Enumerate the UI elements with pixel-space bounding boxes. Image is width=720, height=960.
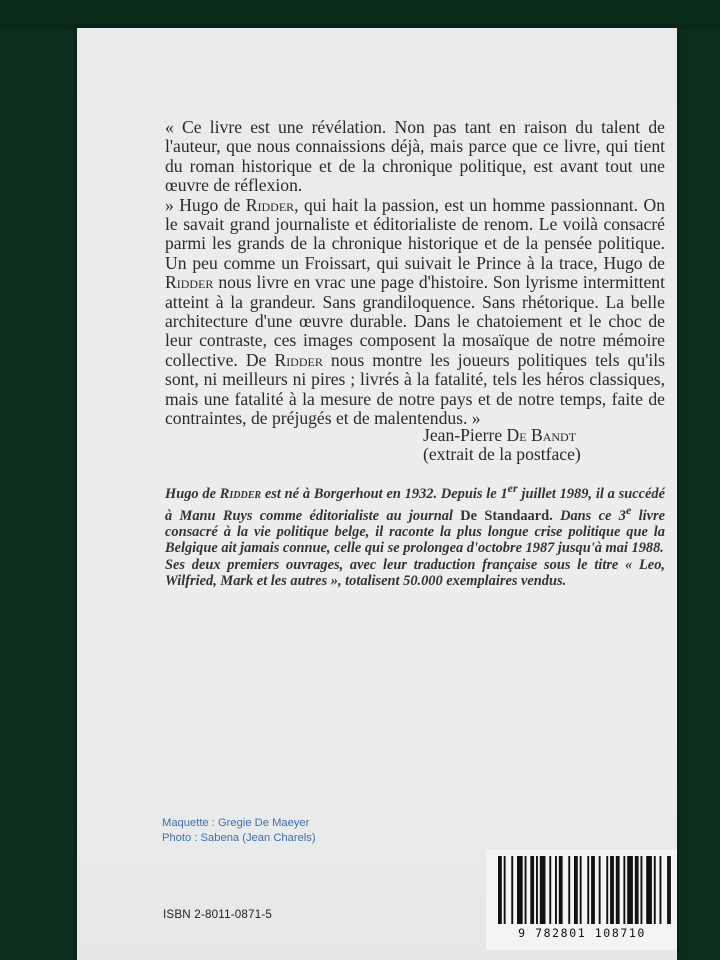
barcode-bar: [591, 856, 595, 924]
author-bio: [165, 480, 665, 589]
barcode-bar: [504, 856, 506, 924]
signature-author: Jean-Pierre De Bandt: [423, 425, 577, 445]
barcode-number: 9 782801 108710: [518, 926, 646, 940]
barcode-bar: [599, 856, 601, 924]
credit-maquette: Maquette : Gregie De Maeyer: [162, 817, 310, 829]
barcode-bar: [536, 856, 538, 924]
barcode-bar: [667, 856, 671, 924]
quote-block: [165, 118, 665, 429]
barcode-bars: [486, 850, 677, 926]
author-name: Ridder: [165, 272, 214, 293]
barcode-bar: [635, 856, 639, 924]
credit-photo: Photo : Sabena (Jean Charels): [162, 832, 316, 844]
bio-paragraph-1: Hugo de Ridder est né à Borgerhout en 1932. Depuis le 1er juillet 1989, il a succédé à Manu Ruys comme éditorialiste au journal De Standaard. Dans ce 3e livre consacré à la vie politique belge, il raconte la plus longue crise politique que la Belgique ait jamais connue, celle qui se prolongea d'octobre 1987 jusqu'à mai 1988.: [165, 481, 665, 557]
author-name: Ridder: [245, 194, 295, 215]
author-name: Ridder: [274, 349, 323, 370]
barcode-bar: [530, 856, 534, 924]
barcode-bar: [587, 856, 589, 924]
journal-name: De Standaard.: [460, 507, 553, 524]
book-back-cover: [77, 28, 677, 960]
barcode-bar: [555, 856, 557, 924]
barcode-bar: [610, 856, 614, 924]
barcode-bar: [540, 856, 546, 924]
isbn-label: ISBN 2-8011-0871-5: [163, 908, 273, 921]
barcode-bar: [574, 856, 578, 924]
barcode-bar: [525, 856, 527, 924]
barcode-bar: [511, 856, 513, 924]
barcode-bar: [646, 856, 652, 924]
barcode-bar: [654, 856, 656, 924]
signature-source: (extrait de la postface): [423, 444, 581, 465]
barcode-bar: [623, 856, 625, 924]
quote-signature: [423, 426, 659, 465]
bio-paragraph-2: Ses deux premiers ouvrages, avec leur traduction française sous le titre « Leo, Wilfried, Mark et les autres », totalisent 50.000 exemplaires vendus.: [165, 556, 665, 590]
backdrop: [0, 0, 720, 30]
quote-paragraph-1: « Ce livre est une révélation. Non pas tant en raison du talent de l'auteur, que nous connaissions déjà, mais parce que ce livre, qui tient du roman historique et de la chronique politique, est avant tout une œuvre de réflexion.: [165, 117, 665, 196]
barcode-bar: [549, 856, 551, 924]
barcode-bar: [641, 856, 643, 924]
barcode-bar: [606, 856, 608, 924]
barcode-bar: [627, 856, 633, 924]
barcode-bar: [559, 856, 563, 924]
credits: [162, 816, 316, 846]
quote-paragraph-2: » Hugo de Ridder, qui hait la passion, est un homme passionnant. On le savait grand journaliste et éditorialiste de renom. Le voilà consacré parmi les grands de la chronique historique et de la pensée politique. Un peu comme un Froissart, qui suivait le Prince à la trace, Hugo de Ridder nous livre en vrac une page d'histoire. Son lyrisme intermittent atteint à la grandeur. Sans grandiloquence. Sans rhétorique. La belle architecture d'une œuvre durable. Dans le chatoiement et le choc de leur contraste, ces images composent la mosaïque de notre mémoire collective. De Ridder nous montre les joueurs politiques tels qu'ils sont, ni meilleurs ni pires ; livrés à la fatalité, tels les héros classiques, mais une fatalité à la mesure de notre pays et de notre temps, faite de contraintes, de préjugés et de malentendus. »: [165, 194, 665, 429]
barcode-bar: [498, 856, 502, 924]
barcode-bar: [580, 856, 582, 924]
barcode: [486, 850, 677, 950]
barcode-bar: [517, 856, 523, 924]
barcode-bar: [568, 856, 570, 924]
barcode-bar: [660, 856, 662, 924]
barcode-bar: [616, 856, 620, 924]
